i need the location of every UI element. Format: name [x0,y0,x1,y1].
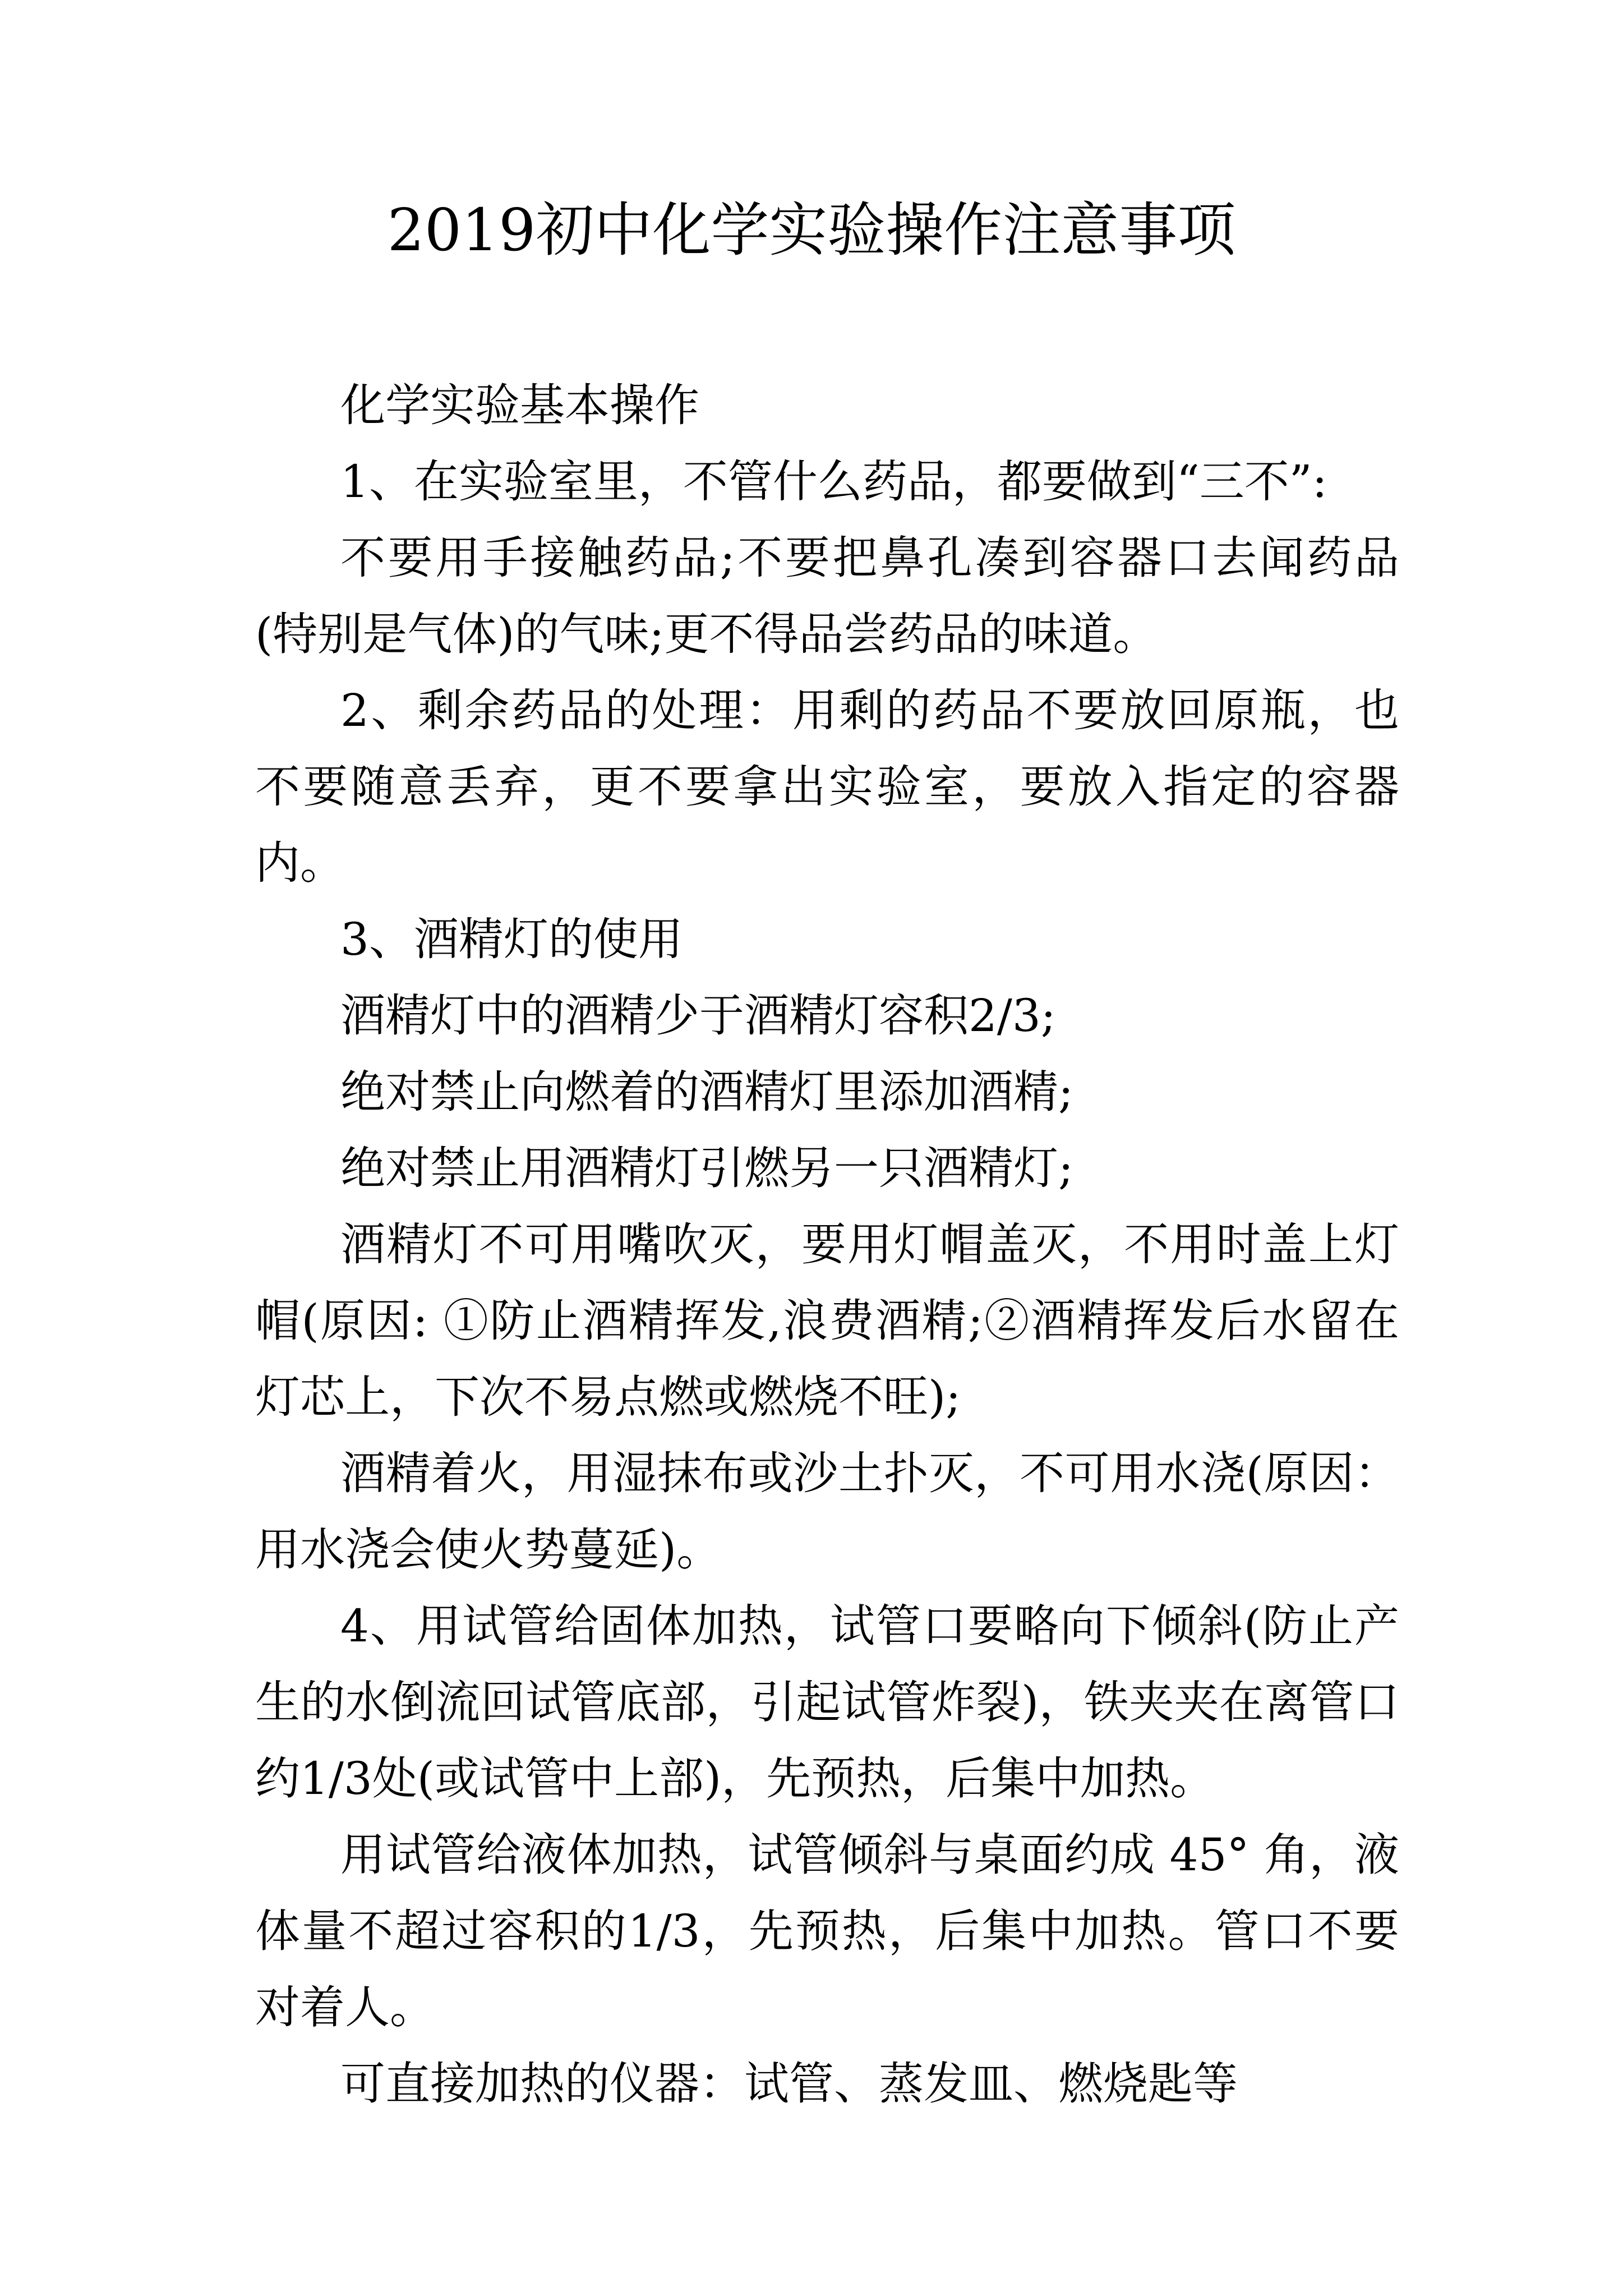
paragraph-direct-heating: 可直接加热的仪器：试管、蒸发皿、燃烧匙等 [340,2058,1238,2110]
paragraph-lamp-no-ignite: 绝对禁止用酒精灯引燃另一只酒精灯; [340,1142,1073,1194]
paragraph-three-nots: 不要用手接触药品;不要把鼻孔凑到容器口去闻药品(特别是气体)的气味;更不得品尝药品的味道。 [255,532,1399,660]
document-title: 2019初中化学实验操作注意事项 [387,196,1236,264]
paragraph-rule-4: 4、用试管给固体加热，试管口要略向下倾斜(防止产生的水倒流回试管底部，引起试管炸裂)，铁夹夹在离管口约1/3处(或试管中上部)，先预热，后集中加热。 [255,1600,1399,1805]
paragraph-heading: 化学实验基本操作 [340,379,699,431]
paragraph-rule-1: 1、在实验室里，不管什么药品，都要做到“三不”: [340,455,1327,508]
paragraph-lamp-volume: 酒精灯中的酒精少于酒精灯容积2/3; [340,990,1056,1042]
paragraph-rule-2: 2、剩余药品的处理：用剩的药品不要放回原瓶，也不要随意丢弃，更不要拿出实验室，要放入指定的容器内。 [255,684,1399,889]
paragraph-rule-3: 3、酒精灯的使用 [340,913,683,965]
document-body [255,367,1399,2122]
paragraph-lamp-no-refill: 绝对禁止向燃着的酒精灯里添加酒精; [340,1066,1073,1118]
paragraph-liquid-heating: 用试管给液体加热，试管倾斜与桌面约成 45° 角，液体量不超过容积的1/3，先预热，后集中加热。管口不要对着人。 [255,1829,1399,2033]
paragraph-alcohol-fire: 酒精着火，用湿抹布或沙土扑灭，不可用水浇(原因：用水浇会使火势蔓延)。 [255,1447,1399,1576]
paragraph-lamp-extinguish: 酒精灯不可用嘴吹灭，要用灯帽盖灭，不用时盖上灯帽(原因: ①防止酒精挥发,浪费酒精;②酒精挥发后水留在灯芯上，下次不易点燃或燃烧不旺); [255,1218,1399,1423]
